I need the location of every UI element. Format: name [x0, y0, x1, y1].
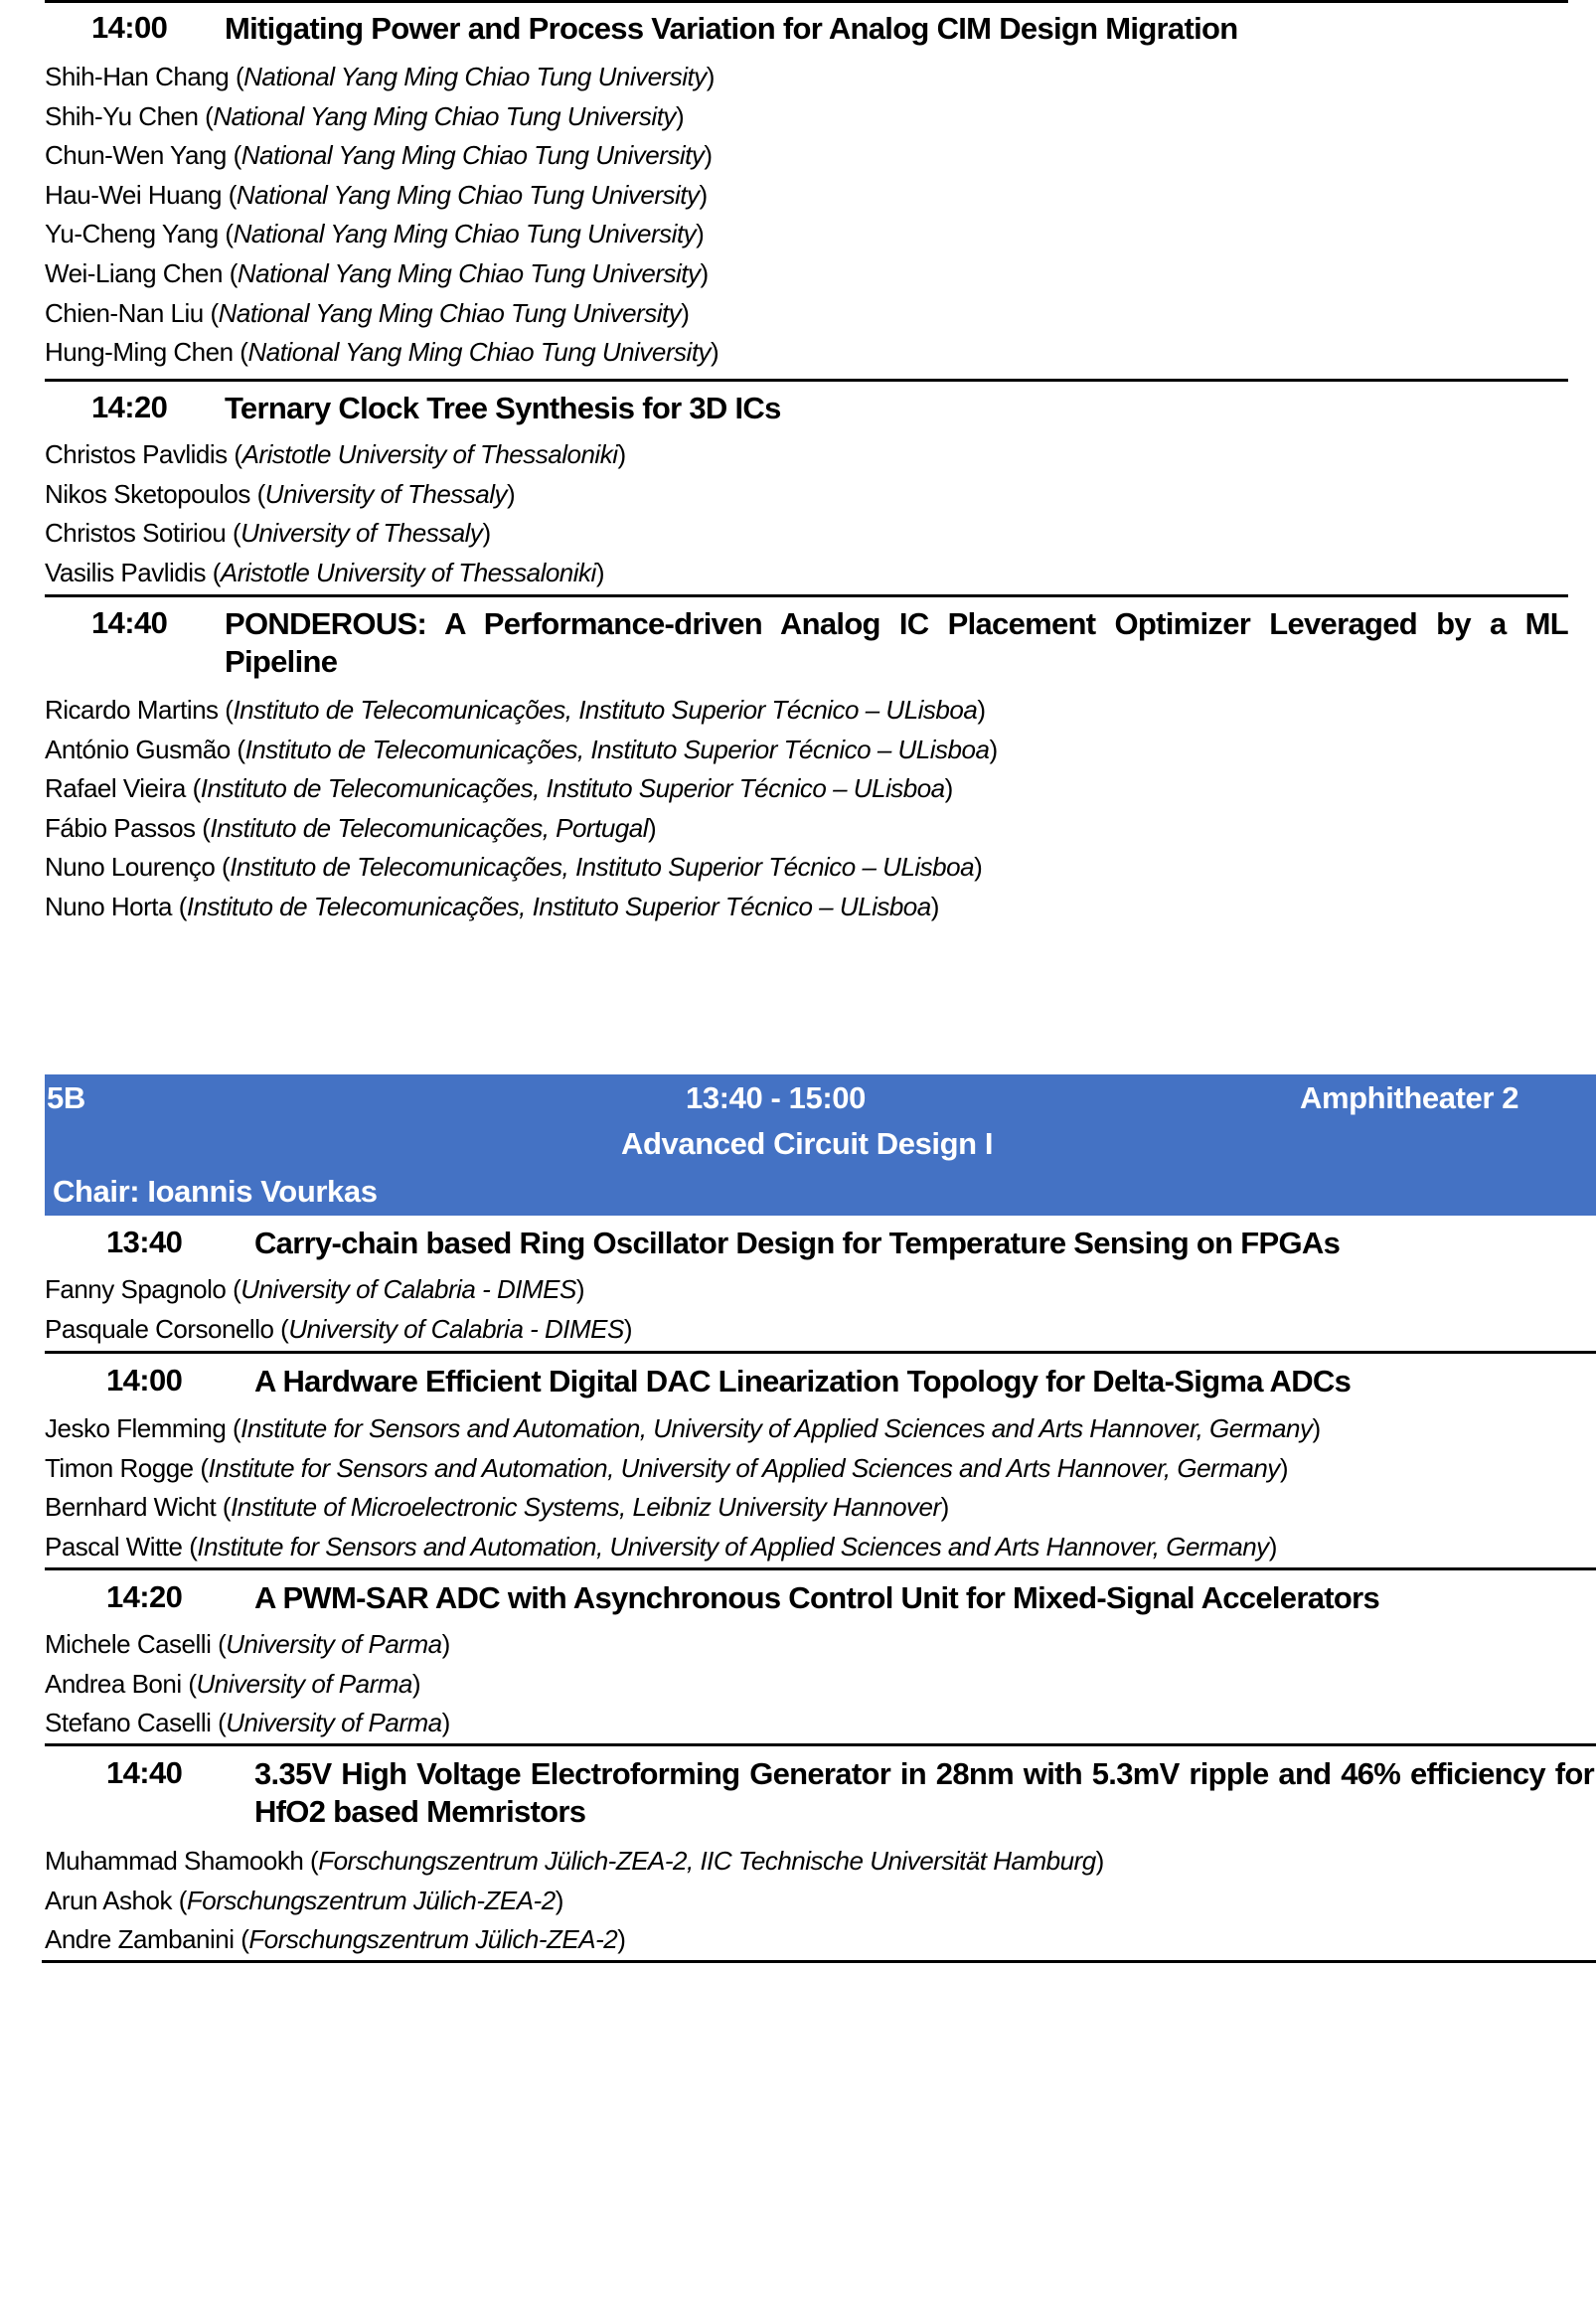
author-name: Jesko Flemming	[45, 1413, 227, 1443]
author-name: Hau-Wei Huang	[45, 179, 223, 210]
author-affiliation: Institute of Microelectronic Systems, Leibniz University Hannover	[231, 1492, 941, 1523]
author-name: Pascal Witte	[45, 1531, 183, 1561]
paper-time: 14:20	[91, 390, 168, 424]
paper-time: 14:40	[91, 605, 168, 640]
author-affiliation: National Yang Ming Chiao Tung University	[213, 100, 676, 131]
author-name: Stefano Caselli	[45, 1708, 212, 1738]
author-name: Rafael Vieira	[45, 773, 186, 804]
author-list	[45, 1270, 632, 1349]
author-affiliation: Aristotle University of Thessaloniki	[220, 557, 596, 587]
divider-rule	[45, 1351, 1596, 1354]
author-name: Vasilis Pavlidis	[45, 557, 207, 587]
session-time-range: 13:40 - 15:00	[686, 1080, 866, 1115]
author-item: Andre Zambanini (Forschungszentrum Jülich-ZEA-2)	[45, 1924, 626, 1955]
session-location: Amphitheater 2	[1300, 1080, 1519, 1115]
divider-rule	[45, 594, 1568, 597]
author-affiliation: University of Parma	[196, 1668, 412, 1699]
author-affiliation: Institute for Sensors and Automation, University of Applied Sciences and Arts Hannover, Germany	[197, 1531, 1269, 1561]
author-affiliation: National Yang Ming Chiao Tung University	[243, 62, 707, 91]
author-list	[45, 435, 626, 592]
paper-title: A PWM-SAR ADC with Asynchronous Control Unit for Mixed-Signal Accelerators	[254, 1580, 1380, 1615]
author-item: Hung-Ming Chen (National Yang Ming Chiao Tung University)	[45, 337, 719, 368]
paper-title: Mitigating Power and Process Variation for Analog CIM Design Migration	[225, 11, 1238, 46]
author-item: Vasilis Pavlidis (Aristotle University of Thessaloniki)	[45, 557, 604, 587]
author-name: Andre Zambanini	[45, 1924, 235, 1955]
author-name: Hung-Ming Chen	[45, 337, 234, 368]
author-item: Pascal Witte (Institute for Sensors and Automation, University of Applied Sciences and Arts Hannover, Germany)	[45, 1531, 1277, 1561]
author-name: Nuno Horta	[45, 891, 172, 921]
paper-title: A Hardware Efficient Digital DAC Linearization Topology for Delta-Sigma ADCs	[254, 1364, 1352, 1398]
divider-rule	[45, 1567, 1596, 1570]
author-affiliation: University of Calabria - DIMES	[240, 1274, 576, 1304]
author-name: Timon Rogge	[45, 1452, 194, 1483]
author-name: Shih-Han Chang	[45, 62, 230, 91]
session-header	[45, 1074, 1596, 1216]
author-name: Pasquale Corsonello	[45, 1313, 274, 1344]
author-item: António Gusmão (Instituto de Telecomunicações, Instituto Superior Técnico – ULisboa)	[45, 734, 998, 764]
author-affiliation: Aristotle University of Thessaloniki	[241, 439, 618, 469]
author-affiliation: University of Thessaly	[240, 518, 483, 549]
author-affiliation: University of Parma	[226, 1629, 442, 1659]
author-name: Chun-Wen Yang	[45, 140, 227, 171]
divider-rule	[45, 0, 1568, 3]
author-list	[45, 1625, 450, 1743]
divider-rule	[42, 1960, 1596, 1963]
author-affiliation: Instituto de Telecomunicações, Instituto Superior Técnico – ULisboa	[200, 773, 945, 804]
paper-time: 14:40	[106, 1755, 183, 1790]
author-name: Ricardo Martins	[45, 695, 219, 725]
author-affiliation: Instituto de Telecomunicações, Portugal	[210, 812, 649, 843]
author-item: Chun-Wen Yang (National Yang Ming Chiao Tung University)	[45, 140, 713, 171]
author-affiliation: National Yang Ming Chiao Tung University	[237, 257, 701, 288]
author-item: Nuno Lourenço (Instituto de Telecomunicações, Instituto Superior Técnico – ULisboa)	[45, 852, 983, 883]
author-affiliation: Instituto de Telecomunicações, Instituto Superior Técnico – ULisboa	[186, 891, 931, 921]
author-item: Yu-Cheng Yang (National Yang Ming Chiao Tung University)	[45, 219, 705, 249]
author-name: Christos Pavlidis	[45, 439, 228, 469]
author-affiliation: National Yang Ming Chiao Tung University	[236, 179, 700, 210]
author-item: Jesko Flemming (Institute for Sensors and Automation, University of Applied Sciences and Arts Hannover, Germany)	[45, 1413, 1321, 1443]
author-item: Nuno Horta (Instituto de Telecomunicações, Instituto Superior Técnico – ULisboa)	[45, 891, 939, 921]
paper-time: 14:00	[91, 10, 168, 45]
author-name: Shih-Yu Chen	[45, 100, 199, 131]
author-item: Andrea Boni (University of Parma)	[45, 1668, 421, 1699]
author-item: Stefano Caselli (University of Parma)	[45, 1708, 450, 1738]
author-affiliation: Instituto de Telecomunicações, Instituto Superior Técnico – ULisboa	[244, 734, 990, 764]
author-name: Christos Sotiriou	[45, 518, 227, 549]
author-name: António Gusmão	[45, 734, 231, 764]
session-title: Advanced Circuit Design I	[621, 1126, 994, 1161]
author-item: Muhammad Shamookh (Forschungszentrum Jülich-ZEA-2, IIC Technische Universität Hamburg)	[45, 1846, 1104, 1876]
author-name: Wei-Liang Chen	[45, 257, 223, 288]
author-affiliation: National Yang Ming Chiao Tung University	[233, 219, 697, 249]
author-item: Shih-Han Chang (National Yang Ming Chiao Tung University)	[45, 62, 715, 91]
author-affiliation: University of Calabria - DIMES	[288, 1313, 624, 1344]
author-affiliation: National Yang Ming Chiao Tung University	[218, 297, 682, 328]
author-list	[45, 691, 998, 927]
author-item: Fanny Spagnolo (University of Calabria - DIMES)	[45, 1274, 584, 1304]
author-name: Fábio Passos	[45, 812, 196, 843]
author-name: Arun Ashok	[45, 1885, 172, 1915]
author-name: Bernhard Wicht	[45, 1492, 217, 1523]
author-item: Christos Pavlidis (Aristotle University of Thessaloniki)	[45, 439, 626, 469]
author-list	[45, 1409, 1321, 1566]
author-item: Arun Ashok (Forschungszentrum Jülich-ZEA-2)	[45, 1885, 563, 1915]
author-name: Nuno Lourenço	[45, 852, 216, 883]
author-name: Chien-Nan Liu	[45, 297, 204, 328]
author-affiliation: Institute for Sensors and Automation, University of Applied Sciences and Arts Hannover, Germany	[208, 1452, 1280, 1483]
author-item: Pasquale Corsonello (University of Calabria - DIMES)	[45, 1313, 633, 1344]
divider-rule	[45, 1743, 1596, 1746]
paper-title: Ternary Clock Tree Synthesis for 3D ICs	[225, 391, 781, 425]
author-name: Fanny Spagnolo	[45, 1274, 227, 1304]
author-name: Nikos Sketopoulos	[45, 478, 250, 509]
author-item: Nikos Sketopoulos (University of Thessaly)	[45, 478, 516, 509]
author-item: Bernhard Wicht (Institute of Microelectronic Systems, Leibniz University Hannover)	[45, 1492, 949, 1523]
author-name: Muhammad Shamookh	[45, 1846, 304, 1876]
author-affiliation: University of Thessaly	[264, 478, 508, 509]
author-affiliation: Institute for Sensors and Automation, University of Applied Sciences and Arts Hannover, Germany	[240, 1413, 1313, 1443]
paper-time: 13:40	[106, 1225, 183, 1259]
author-affiliation: Forschungszentrum Jülich-ZEA-2	[248, 1924, 618, 1955]
author-item: Chien-Nan Liu (National Yang Ming Chiao Tung University)	[45, 297, 690, 328]
author-affiliation: Instituto de Telecomunicações, Instituto Superior Técnico – ULisboa	[230, 852, 975, 883]
author-name: Andrea Boni	[45, 1668, 182, 1699]
author-list	[45, 58, 718, 373]
author-name: Yu-Cheng Yang	[45, 219, 219, 249]
paper-title: 3.35V High Voltage Electroforming Generator in 28nm with 5.3mV ripple and 46% efficiency for HfO2 based Memristors	[254, 1756, 1594, 1829]
paper-title: Carry-chain based Ring Oscillator Design for Temperature Sensing on FPGAs	[254, 1226, 1341, 1260]
author-item: Michele Caselli (University of Parma)	[45, 1629, 450, 1659]
author-item: Hau-Wei Huang (National Yang Ming Chiao Tung University)	[45, 179, 708, 210]
session-chair: Chair: Ioannis Vourkas	[53, 1174, 378, 1209]
paper-title: PONDEROUS: A Performance-driven Analog IC Placement Optimizer Leveraged by a ML Pipeline	[225, 606, 1568, 679]
author-item: Christos Sotiriou (University of Thessaly)	[45, 518, 491, 549]
author-item: Rafael Vieira (Instituto de Telecomunicações, Instituto Superior Técnico – ULisboa)	[45, 773, 953, 804]
author-item: Wei-Liang Chen (National Yang Ming Chiao Tung University)	[45, 257, 709, 288]
paper-time: 14:00	[106, 1363, 183, 1397]
author-affiliation: University of Parma	[226, 1708, 442, 1738]
author-item: Timon Rogge (Institute for Sensors and Automation, University of Applied Sciences and Arts Hannover, Germany)	[45, 1452, 1288, 1483]
author-affiliation: Instituto de Telecomunicações, Instituto Superior Técnico – ULisboa	[233, 695, 978, 725]
author-affiliation: Forschungszentrum Jülich-ZEA-2, IIC Technische Universität Hamburg	[318, 1846, 1096, 1876]
session-id: 5B	[47, 1080, 85, 1115]
author-item: Ricardo Martins (Instituto de Telecomunicações, Instituto Superior Técnico – ULisboa)	[45, 695, 986, 725]
author-affiliation: National Yang Ming Chiao Tung University	[247, 337, 712, 368]
author-item: Shih-Yu Chen (National Yang Ming Chiao Tung University)	[45, 100, 685, 131]
divider-rule	[45, 379, 1568, 382]
paper-time: 14:20	[106, 1579, 183, 1614]
author-affiliation: Forschungszentrum Jülich-ZEA-2	[186, 1885, 556, 1915]
author-list	[45, 1842, 1104, 1960]
author-affiliation: National Yang Ming Chiao Tung University	[240, 140, 705, 171]
author-name: Michele Caselli	[45, 1629, 212, 1659]
author-item: Fábio Passos (Instituto de Telecomunicações, Portugal)	[45, 812, 657, 843]
